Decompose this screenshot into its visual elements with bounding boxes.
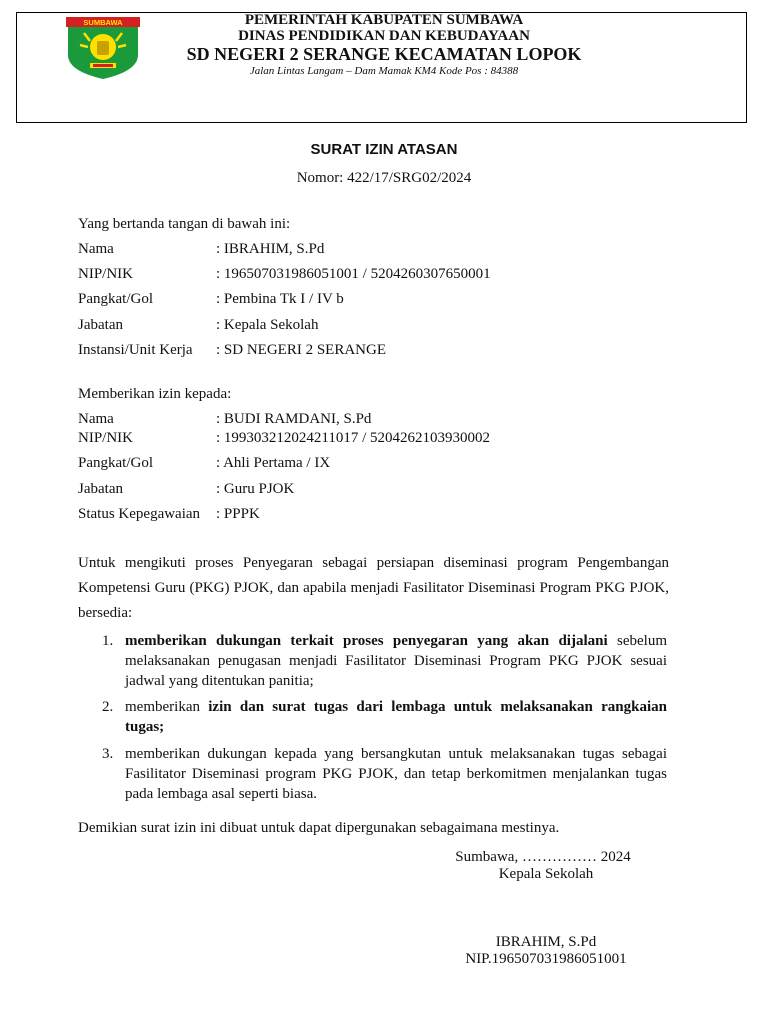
grantee-value: : Guru PJOK [216,481,295,497]
letterhead-line-school: SD NEGERI 2 SERANGE KECAMATAN LOPOK [186,44,582,64]
closing-text: Demikian surat izin ini dibuat untuk dapat dipergunakan sebagaimana mestinya. [78,820,560,836]
grantee-value: : 199303212024211017 / 5204262103930002 [216,430,491,446]
grantee-label: Nama [78,411,114,427]
signer-value: : 196507031986051001 / 5204260307650001 [216,266,491,282]
grantee-label: Jabatan [78,481,123,497]
letterhead-line-address: Jalan Lintas Langam – Dam Mamak KM4 Kode Pos : 84388 [249,65,519,77]
signature-nip: NIP.196507031986051001 [465,951,627,967]
list-item-text: memberikan dukungan kepada yang bersangkutan untuk melaksanakan tugas sebagai Fasilitator Diseminasi program PKG PJOK, dan tetap berkomitmen menjalankan tugas pada lembaga asal seperti biasa. [125,746,667,802]
grantee-value: : Ahli Pertama / IX [216,455,331,471]
signer-value: : IBRAHIM, S.Pd [216,241,325,257]
list-item-text: sebelum melaksanakan penugasan menjadi Fasilitator Diseminasi Program PKG PJOK sesuai jadwal yang ditentukan panitia; [125,633,667,689]
signature-position: Kepala Sekolah [498,866,594,882]
grant-intro-text: Memberikan izin kepada: [78,386,232,402]
list-item-text: memberikan [125,699,209,715]
grantee-value: : PPPK [216,506,260,522]
grantee-label: Status Kepegawaian [78,506,201,522]
signer-label: Nama [78,241,114,257]
letterhead-line-government: PEMERINTAH KABUPATEN SUMBAWA [244,12,524,28]
grantee-label: Pangkat/Gol [78,455,153,471]
letter-title: SURAT IZIN ATASAN [310,141,458,158]
letter-number: Nomor: 422/17/SRG02/2024 [296,170,472,186]
signer-value: : Pembina Tk I / IV b [216,291,344,307]
grantee-value: : BUDI RAMDANI, S.Pd [216,411,372,427]
signer-label: Jabatan [78,317,123,333]
signature-name: IBRAHIM, S.Pd [495,934,597,950]
signer-value: : SD NEGERI 2 SERANGE [216,342,387,358]
signer-value: : Kepala Sekolah [216,317,319,333]
list-item-number: 1. [102,633,114,649]
letterhead-line-department: DINAS PENDIDIKAN DAN KEBUDAYAAN [238,28,530,44]
list-item-bold-text: memberikan dukungan terkait proses penyegaran yang akan dijalani [125,633,608,649]
list-item-bold-text: izin dan surat tugas dari lembaga untuk melaksanakan rangkaian tugas; [125,699,667,735]
grantee-label: NIP/NIK [78,430,133,446]
signer-label: NIP/NIK [78,266,133,282]
list-item-number: 2. [102,699,114,715]
signer-label: Pangkat/Gol [78,291,153,307]
body-paragraph: Untuk mengikuti proses Penyegaran sebagai persiapan diseminasi program Pengembangan Kompetensi Guru (PKG) PJOK, dan apabila menjadi Fasilitator Diseminasi Program PKG PJOK, bersedia: [78,555,669,621]
intro-text: Yang bertanda tangan di bawah ini: [78,216,291,232]
signer-label: Instansi/Unit Kerja [78,342,193,358]
emblem-text: SUMBAWA [83,18,123,27]
list-item-number: 3. [102,746,114,762]
signature-place-date: Sumbawa, …………… 2024 [455,849,631,865]
